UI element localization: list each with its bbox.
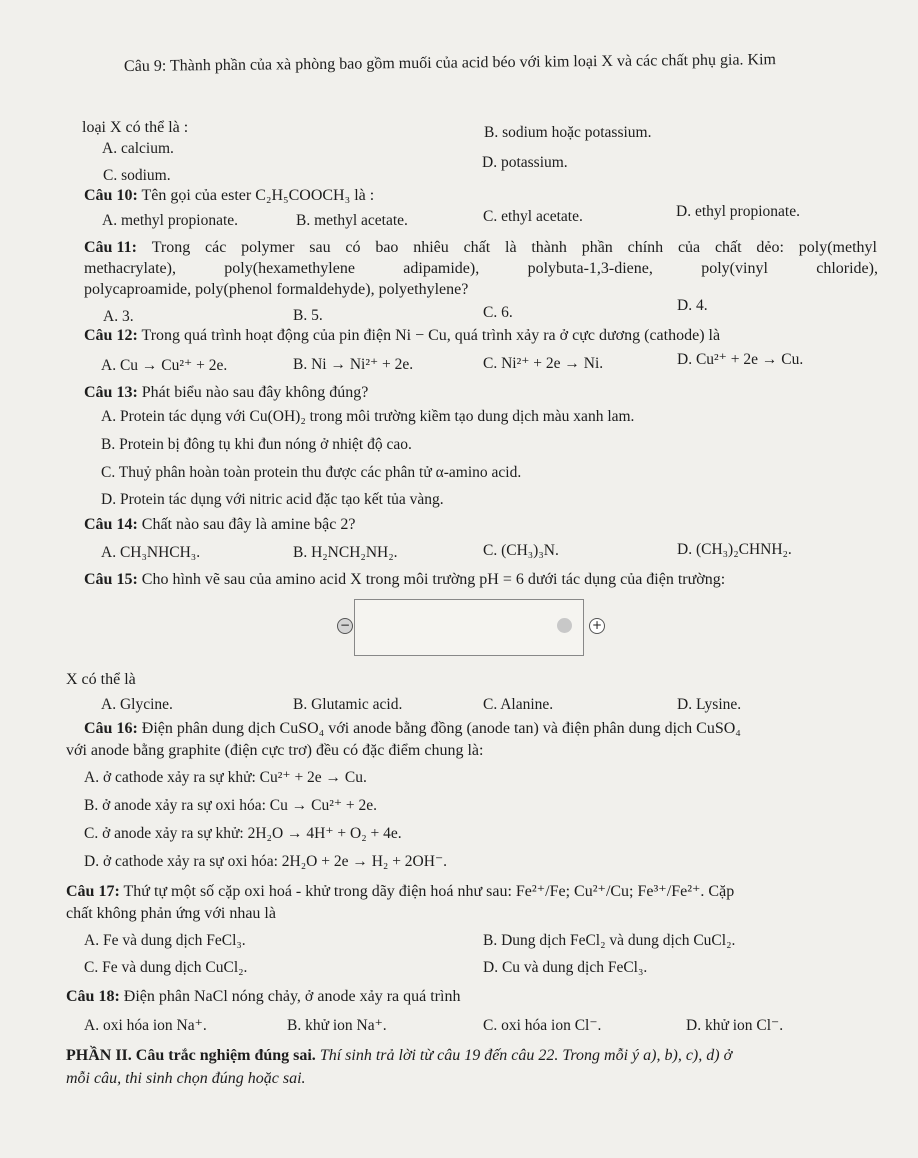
electrophoresis-diagram: [337, 598, 607, 658]
q9-stem-line1: Câu 9: Thành phần của xà phòng bao gồm muối của acid béo với kim loại X và các chất phụ gia. Kim: [123, 51, 777, 75]
q12-option-c: C. Ni²⁺ + 2e → Ni.: [483, 355, 604, 372]
q10-option-b: B. methyl acetate.: [296, 212, 408, 229]
q13-stem: Câu 13: Phát biểu nào sau đây không đúng?: [84, 384, 369, 401]
q13-option-d: D. Protein tác dụng với nitric acid đặc tạo kết tủa vàng.: [101, 491, 444, 508]
q15-option-d: D. Lysine.: [677, 696, 742, 713]
part2-instructions: mỗi câu, thi sinh chọn đúng hoặc sai.: [66, 1070, 306, 1087]
q12-option-a: A. Cu → Cu²⁺ + 2e.: [101, 357, 228, 374]
q15-option-a: A. Glycine.: [101, 696, 173, 713]
amino-acid-spot: [557, 618, 572, 633]
q10-option-a: A. methyl propionate.: [102, 212, 239, 229]
q17-option-b: B. Dung dịch FeCl₂ và dung dịch CuCl₂.: [483, 932, 736, 949]
q16-option-d: D. ở cathode xảy ra sự oxi hóa: 2H₂O + 2e → H₂ + 2OH⁻.: [84, 853, 448, 870]
q12-option-d: D. Cu²⁺ + 2e → Cu.: [677, 351, 804, 368]
q17-stem: Câu 17: Thứ tự một số cặp oxi hoá - khử trong dãy điện hoá như sau: Fe²⁺/Fe; Cu²⁺/Cu; Fe³⁺/Fe²⁺. Cặp: [66, 883, 735, 900]
q9-option-a: A. calcium.: [102, 140, 174, 157]
q11-stem-line2: methacrylate), poly(hexamethylene adipamide), polybuta-1,3-diene, poly(vinyl chloride),: [84, 260, 878, 277]
q11-stem-line3: polycaproamide, poly(phenol formaldehyde), polyethylene?: [84, 281, 469, 298]
q14-option-d: D. (CH₃)₂CHNH₂.: [677, 541, 792, 558]
q15-stem: Câu 15: Cho hình vẽ sau của amino acid X trong môi trường pH = 6 dưới tác dụng của điện trường:: [84, 571, 726, 588]
q11-stem-line1: Câu 11: Trong các polymer sau có bao nhiêu chất là thành phần chính của chất dẻo: poly(methyl: [84, 239, 877, 256]
q15-option-b: B. Glutamic acid.: [293, 696, 403, 713]
q12-stem: Câu 12: Trong quá trình hoạt động của pin điện Ni − Cu, quá trình xảy ra ở cực dương (cathode) là: [84, 327, 721, 344]
q14-option-a: A. CH₃NHCH₃.: [101, 544, 201, 561]
q13-option-a: A. Protein tác dụng với Cu(OH)₂ trong môi trường kiềm tạo dung dịch màu xanh lam.: [101, 408, 635, 425]
q14-option-c: C. (CH₃)₃N.: [483, 542, 559, 559]
q10-option-c: C. ethyl acetate.: [483, 208, 583, 225]
q10-option-d: D. ethyl propionate.: [676, 203, 800, 220]
negative-electrode-icon: −: [337, 618, 353, 634]
q14-stem: Câu 14: Chất nào sau đây là amine bậc 2?: [84, 516, 356, 533]
q18-option-d: D. khử ion Cl⁻.: [686, 1017, 784, 1034]
q18-option-b: B. khử ion Na⁺.: [287, 1017, 387, 1034]
q17-option-a: A. Fe và dung dịch FeCl₃.: [84, 932, 246, 949]
q15-option-c: C. Alanine.: [483, 696, 554, 713]
q18-stem: Câu 18: Điện phân NaCl nóng chảy, ở anode xảy ra quá trình: [66, 988, 461, 1005]
q9-option-b: B. sodium hoặc potassium.: [484, 124, 652, 141]
q11-option-b: B. 5.: [293, 307, 323, 324]
q12-option-b: B. Ni → Ni²⁺ + 2e.: [293, 356, 414, 373]
q16-option-a: A. ở cathode xảy ra sự khử: Cu²⁺ + 2e → Cu.: [84, 769, 367, 786]
q17-option-d: D. Cu và dung dịch FeCl₃.: [483, 959, 648, 976]
q11-option-d: D. 4.: [677, 297, 708, 314]
q17-stem-line2: chất không phản ứng với nhau là: [66, 905, 276, 922]
q9-stem-line2: loại X có thể là :: [82, 119, 189, 136]
q9-option-c: C. sodium.: [103, 167, 171, 184]
q16-option-b: B. ở anode xảy ra sự oxi hóa: Cu → Cu²⁺ + 2e.: [84, 797, 378, 814]
q15-follow: X có thể là: [66, 671, 136, 688]
positive-electrode-icon: +: [589, 618, 605, 634]
electrophoresis-chamber: [354, 599, 584, 656]
q16-stem: Câu 16: Điện phân dung dịch CuSO₄ với anode bằng đồng (anode tan) và điện phân dung dịch CuSO₄: [84, 720, 741, 737]
q14-option-b: B. H₂NCH₂NH₂.: [293, 544, 398, 561]
q18-option-a: A. oxi hóa ion Na⁺.: [84, 1017, 207, 1034]
q13-option-b: B. Protein bị đông tụ khi đun nóng ở nhiệt độ cao.: [101, 436, 412, 453]
q11-option-c: C. 6.: [483, 304, 513, 321]
q13-option-c: C. Thuỷ phân hoàn toàn protein thu được các phân tử α-amino acid.: [101, 464, 522, 481]
part2-heading: PHẦN II. Câu trắc nghiệm đúng sai. Thí sinh trả lời từ câu 19 đến câu 22. Trong mỗi ý a), b), c), d) ở: [66, 1047, 733, 1064]
q10-stem: Câu 10: Tên gọi của ester C₂H₅COOCH₃ là :: [84, 187, 375, 204]
q18-option-c: C. oxi hóa ion Cl⁻.: [483, 1017, 602, 1034]
q17-option-c: C. Fe và dung dịch CuCl₂.: [84, 959, 248, 976]
q16-stem-line2: với anode bằng graphite (điện cực trơ) đều có đặc điểm chung là:: [66, 742, 484, 759]
q16-option-c: C. ở anode xảy ra sự khử: 2H₂O → 4H⁺ + O₂ + 4e.: [84, 825, 402, 842]
q9-option-d: D. potassium.: [482, 154, 568, 171]
q11-option-a: A. 3.: [103, 308, 134, 325]
